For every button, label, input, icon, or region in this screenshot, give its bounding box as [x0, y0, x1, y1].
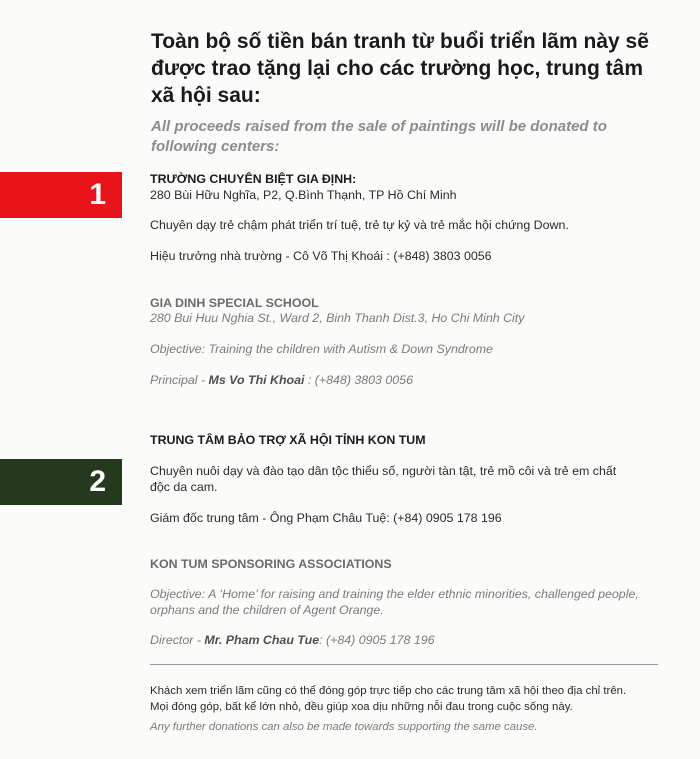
section-2-vn-name: TRUNG TÂM BẢO TRỢ XÃ HỘI TỈNH KON TUM [150, 433, 426, 447]
section-2-director-label: Director - [150, 633, 205, 647]
section-2-vn-objective: Chuyên nuôi dạy và đào tạo dân tộc thiểu số, người tàn tật, trẻ mồ côi và trẻ em chất độc da cam. [150, 464, 617, 494]
section-1-en-objective: Objective: Training the children with Autism & Down Syndrome [150, 342, 493, 356]
section-2-number-badge: 2 [0, 459, 122, 505]
section-1-vn-name: TRƯỜNG CHUYÊN BIỆT GIA ĐỊNH: [150, 172, 357, 186]
section-2-en-director [150, 632, 680, 648]
section-2-director-phone: : (+84) 0905 178 196 [319, 633, 435, 647]
page-subtitle: All proceeds raised from the sale of paintings will be donated to following centers: [151, 118, 607, 155]
section-1-principal-phone: : (+848) 3803 0056 [304, 373, 413, 387]
page-title: Toàn bộ số tiền bán tranh từ buổi triển lãm này sẽ được trao tặng lại cho các trường học, trung tâm xã hội sau: [151, 30, 649, 107]
section-1-en-address: 280 Bui Huu Nghia St., Ward 2, Binh Thanh Dist.3, Ho Chi Minh City [150, 311, 525, 325]
section-1-number-badge: 1 [0, 172, 122, 218]
section-1-en-name: GIA DINH SPECIAL SCHOOL [150, 296, 319, 310]
section-1-vn-address: 280 Bùi Hữu Nghĩa, P2, Q.Bình Thạnh, TP Hồ Chí Minh [150, 188, 457, 202]
section-2-en-name: KON TUM SPONSORING ASSOCIATIONS [150, 557, 392, 571]
section-1-principal-label: Principal - [150, 373, 209, 387]
section-1-en-principal [150, 372, 680, 388]
section-1-principal-name: Ms Vo Thi Khoai [208, 373, 305, 387]
section-2-en-objective: Objective: A ‘Home’ for raising and training the elder ethnic minorities, challenged people, orphans and the children of Agent Orange. [150, 587, 639, 617]
section-2-vn-director: Giám đốc trung tâm - Ông Phạm Châu Tuệ: (+84) 0905 178 196 [150, 511, 502, 525]
footer-vn-line-2: Mọi đóng góp, bất kể lớn nhỏ, đều giúp xoa dịu những nỗi đau trong cuộc sống này. [150, 701, 573, 713]
section-2-director-name: Mr. Pham Chau Tue [204, 633, 320, 647]
footer-vn-line-1: Khách xem triển lãm cũng có thể đóng góp trực tiếp cho các trung tâm xã hội theo địa chỉ trên. [150, 685, 627, 697]
section-1-vn-principal: Hiệu trưởng nhà trường - Cô Võ Thị Khoái : (+848) 3803 0056 [150, 249, 492, 263]
section-1-vn-objective: Chuyên dạy trẻ chậm phát triển trí tuệ, trẻ tự kỷ và trẻ mắc hội chứng Down. [150, 218, 569, 232]
divider-rule [150, 664, 658, 665]
footer-en-line: Any further donations can also be made towards supporting the same cause. [150, 721, 538, 733]
